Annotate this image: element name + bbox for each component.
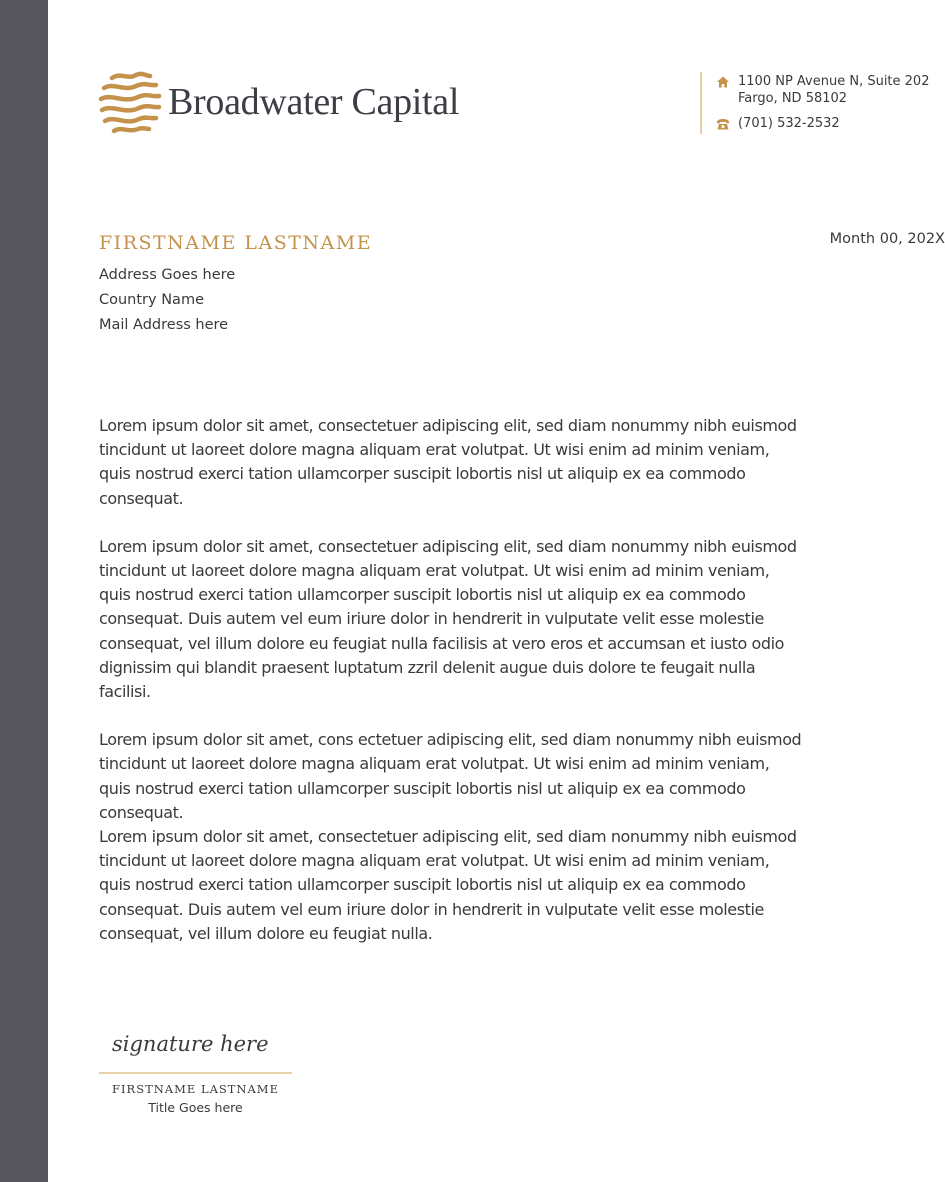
contact-block [716, 73, 929, 132]
recipient-address-block [99, 263, 235, 338]
body-line: consequat. [99, 488, 184, 508]
body-line: tincidunt ut laoreet dolore magna aliquam erat volutpat. Ut wisi enim ad minim veniam, [99, 851, 770, 871]
body-paragraph [99, 728, 945, 825]
body-paragraph [99, 825, 945, 946]
phone-icon [716, 117, 730, 131]
body-line: quis nostrud exerci tation ullamcorper suscipit lobortis nisl ut aliquip ex ea commodo [99, 464, 746, 484]
sidebar-stripe [0, 0, 48, 1182]
body-line: Lorem ipsum dolor sit amet, consectetuer adipiscing elit, sed diam nonummy nibh euismod [99, 416, 797, 435]
body-line: consequat. [99, 802, 184, 822]
body-line: tincidunt ut laoreet dolore magna aliquam erat volutpat. Ut wisi enim ad minim veniam, [99, 561, 770, 581]
body-line: Lorem ipsum dolor sit amet, consectetuer adipiscing elit, sed diam nonummy nibh euismod [99, 827, 797, 847]
body-line: dignissim qui blandit praesent luptatum zzril delenit augue duis dolore te feugait nulla [99, 657, 756, 677]
body-line: consequat. Duis autem vel eum iriure dolor in hendrerit in vulputate velit esse molestie [99, 609, 764, 629]
body-line: tincidunt ut laoreet dolore magna aliquam erat volutpat. Ut wisi enim ad minim veniam, [99, 754, 770, 774]
signature: signature here [112, 1032, 269, 1056]
recipient-name: FIRSTNAME LASTNAME [99, 232, 373, 254]
body-line: Lorem ipsum dolor sit amet, consectetuer adipiscing elit, sed diam nonummy nibh euismod [99, 536, 797, 556]
body-paragraph [99, 414, 945, 511]
body-line: quis nostrud exerci tation ullamcorper suscipit lobortis nisl ut aliquip ex ea commodo [99, 778, 746, 798]
company-logo [98, 70, 459, 134]
body-line: facilisi. [99, 682, 151, 702]
body-line: consequat, vel illum dolore eu feugiat nulla facilisis at vero eros et accumsan et iusto odio [99, 633, 785, 653]
signatory-name: FIRSTNAME LASTNAME [112, 1082, 279, 1096]
body-line: tincidunt ut laoreet dolore magna aliquam erat volutpat. Ut wisi enim ad minim veniam, [99, 440, 770, 460]
contact-address-line1: 1100 NP Avenue N, Suite 202 [738, 74, 930, 89]
recipient-mail: Mail Address here [99, 317, 229, 333]
home-icon [716, 75, 730, 89]
letter-date: Month 00, 202X [829, 231, 945, 247]
contact-divider [700, 72, 702, 134]
contact-address-line2: Fargo, ND 58102 [738, 91, 848, 106]
company-name: Broadwater Capital [168, 81, 460, 123]
signatory-title: Title Goes here [148, 1100, 243, 1115]
body-line: quis nostrud exerci tation ullamcorper suscipit lobortis nisl ut aliquip ex ea commodo [99, 875, 746, 895]
body-paragraph [99, 535, 945, 704]
body-line: Lorem ipsum dolor sit amet, cons ectetuer adipiscing elit, sed diam nonummy nibh euismod [99, 730, 802, 750]
body-line: quis nostrud exerci tation ullamcorper suscipit lobortis nisl ut aliquip ex ea commodo [99, 585, 746, 605]
recipient-address: Address Goes here [99, 267, 236, 283]
waves-logo-icon [98, 70, 162, 134]
letter-body [99, 414, 945, 946]
signature-line [99, 1072, 292, 1074]
recipient-country: Country Name [99, 292, 204, 308]
contact-phone [716, 115, 929, 132]
contact-phone-number: (701) 532-2532 [738, 116, 840, 131]
body-line: consequat, vel illum dolore eu feugiat nulla. [99, 923, 433, 943]
contact-address [716, 73, 929, 107]
body-line: consequat. Duis autem vel eum iriure dolor in hendrerit in vulputate velit esse molestie [99, 899, 764, 919]
